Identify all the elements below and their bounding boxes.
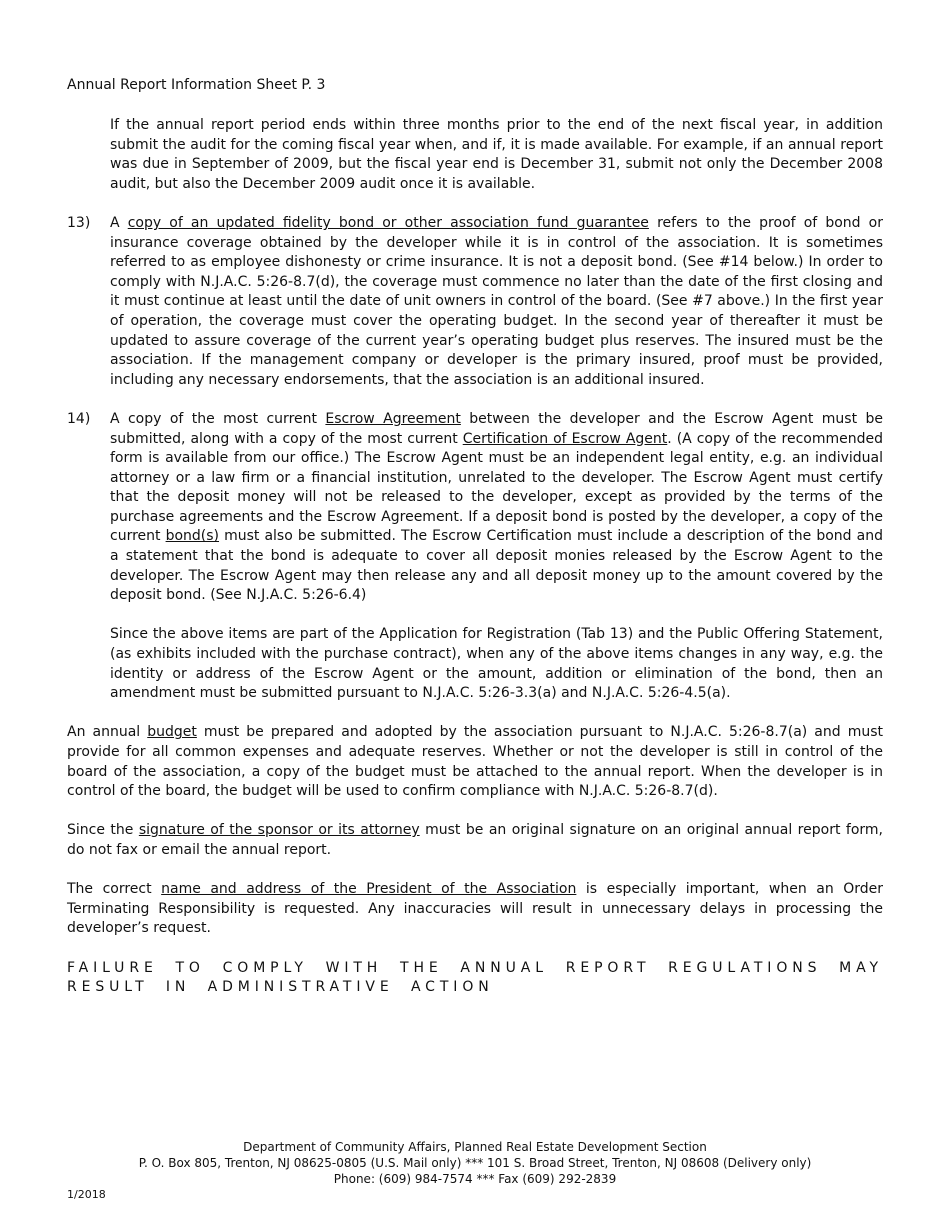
president-text-pre: The correct <box>67 881 162 898</box>
footer-phone: Phone: (609) 984-7574 *** Fax (609) 292-2839 <box>333 1172 617 1186</box>
budget-text-pre: An annual <box>67 724 148 741</box>
item-14-text-1: A copy of the most current <box>110 410 326 427</box>
budget-term: budget <box>147 724 197 741</box>
escrow-certification-term: Certification of Escrow Agent <box>462 430 668 447</box>
compliance-warning: FAILURE TO COMPLY WITH THE ANNUAL REPORT REGULATIONS MAY RESULT IN ADMINISTRATIVE ACTION <box>67 959 883 996</box>
item-13-text-post: refers to the proof of bond or insurance coverage obtained by the developer while it is in control of the association. It is sometimes referred to as employee dishonesty or crime insurance. It is not a deposit bond. (See #14 below.) In order to comply with N.J.A.C. 5:26-8.7(d), the coverage must commence no later than the date of the first closing and it must continue at least until the date of unit owners in control of the board. (See #7 above.) In the first year of operation, the coverage must cover the operating budget. In the second year of thereafter it must be updated to assure coverage of the current year’s operating budget plus reserves. The insured must be the association. If the management company or developer is the primary insured, proof must be provided, including any necessary endorsements, that the association is an additional insured. <box>110 214 884 388</box>
item-13-text-pre: A <box>110 214 128 231</box>
document-body <box>67 116 883 998</box>
item-14-paragraph <box>110 410 883 606</box>
item-14-body <box>110 410 883 704</box>
footer-department: Department of Community Affairs, Planned Real Estate Development Section <box>243 1140 707 1154</box>
president-text-post: is especially important, when an Order Terminating Responsibility is requested. Any inaccuracies will result in unnecessary delays in processing the developer’s request. <box>67 881 884 937</box>
intro-paragraph: If the annual report period ends within three months prior to the end of the next fiscal year, in addition submit the audit for the coming fiscal year when, and if, it is made available. For example, if an annual report was due in September of 2009, but the fiscal year end is December 31, submit not only the December 2008 audit, but also the December 2009 audit once it is available. <box>110 117 883 192</box>
president-paragraph <box>67 880 883 939</box>
item-14-text-4: must also be submitted. The Escrow Certification must include a description of the bond and a statement that the bond is adequate to cover all deposit monies released by the Escrow Agent to the developer. The Escrow Agent may then release any and all deposit money up to the amount covered by the deposit bond. (See N.J.A.C. 5:26-6.4) <box>110 528 883 604</box>
item-14-followup-paragraph: Since the above items are part of the Application for Registration (Tab 13) and the Public Offering Statement, (as exhibits included with the purchase contract), when any of the above items changes in any way, e.g. the identity or address of the Escrow Agent or the amount, addition or elimination of the bond, then an amendment must be submitted pursuant to N.J.A.C. 5:26-3.3(a) and N.J.A.C. 5:26-4.5(a). <box>110 626 883 702</box>
form-revision-date: 1/2018 <box>67 1188 106 1201</box>
president-term: name and address of the President of the Association <box>161 881 577 898</box>
item-13 <box>67 214 883 390</box>
page-footer <box>67 1139 883 1187</box>
item-14-text-2: between the developer and the Escrow Agent must be submitted, along with a copy of the most current <box>110 410 883 447</box>
budget-paragraph <box>67 723 883 801</box>
signature-paragraph <box>67 821 883 860</box>
signature-text-post: must be an original signature on an original annual report form, do not fax or email the annual report. <box>67 822 883 858</box>
item-14-text-3: . (A copy of the recommended form is available from our office.) The Escrow Agent must be an independent legal entity, e.g. an individual attorney or a law firm or a financial institution, unrelated to the developer. The Escrow Agent must certify that the deposit money will not be released to the developer, except as provided by the terms of the purchase agreements and the Escrow Agreement. If a deposit bond is posted by the developer, a copy of the current <box>110 430 883 545</box>
item-13-paragraph <box>110 214 883 390</box>
fidelity-bond-term: copy of an updated fidelity bond or other association fund guarantee <box>127 214 649 231</box>
bonds-term: bond(s) <box>165 528 220 545</box>
item-13-number: 13) <box>67 214 91 231</box>
escrow-agreement-term: Escrow Agreement <box>325 410 461 427</box>
page-header: Annual Report Information Sheet P. 3 <box>67 77 326 93</box>
item-14 <box>67 410 883 704</box>
item-13-body <box>110 214 883 390</box>
signature-text-pre: Since the <box>67 822 139 839</box>
budget-text-post: must be prepared and adopted by the association pursuant to N.J.A.C. 5:26-8.7(a) and must provide for all common expenses and adequate reserves. Whether or not the developer is still in control of the board of the association, a copy of the budget must be attached to the annual report. When the developer is in control of the board, the budget will be used to confirm compliance with N.J.A.C. 5:26-8.7(d). <box>67 724 883 800</box>
signature-term: signature of the sponsor or its attorney <box>138 822 420 839</box>
footer-address: P. O. Box 805, Trenton, NJ 08625-0805 (U.S. Mail only) *** 101 S. Broad Street, Trenton, NJ 08608 (Delivery only) <box>138 1156 812 1170</box>
item-14-number: 14) <box>67 410 91 427</box>
